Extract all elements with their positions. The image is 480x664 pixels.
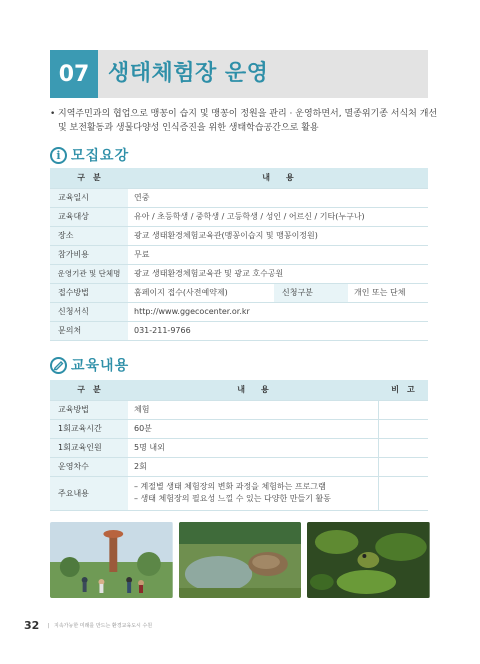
table-row [50,419,428,438]
row-note [378,400,428,419]
info-icon: i [50,147,67,164]
table-header-row [50,380,428,400]
table-row [50,283,428,302]
bullet: • [50,109,56,119]
page-number: 32 [24,619,40,632]
table-row [50,438,428,457]
photo-strip [50,522,430,598]
photo-wetland [179,522,302,598]
row-key: 문의처 [50,321,128,340]
header-key: 구 분 [50,380,128,400]
page-title: 생태체험장 운영 [108,61,269,86]
row-value [128,476,378,510]
row-value: 연중 [128,188,428,207]
row-note [378,457,428,476]
row-key: 주요내용 [50,476,128,510]
row-key: 신청서식 [50,302,128,321]
header-note: 비 고 [378,380,428,400]
table-row [50,302,428,321]
row-value-link: http://www.ggecocenter.or.kr [128,302,428,321]
section-number: 07 [50,50,98,98]
row-key: 1회교육인원 [50,438,128,457]
row-value: 광교 생태환경체험교육관 및 광교 호수공원 [128,264,428,283]
row-key: 교육방법 [50,400,128,419]
row-note [378,419,428,438]
row-value: 광교 생태환경체험교육관(맹꽁이습지 및 맹꽁이정원) [128,226,428,245]
row-key: 1회교육시간 [50,419,128,438]
table-row [50,226,428,245]
edu-heading [50,355,129,375]
row-key: 접수방법 [50,283,128,302]
row-key: 운영기관 및 단체명 [50,264,128,283]
footer-text: | 지속가능한 미래를 만드는 환경교육도시 수원 [47,623,153,629]
photo-outdoor-activity [50,522,173,598]
recruit-heading-label: 모집요강 [71,148,130,164]
row-value: 60분 [128,419,378,438]
edu-heading-label: 교육내용 [71,358,130,374]
row-value: 홈페이지 접수(사전예약제) [128,283,274,302]
header-value: 내 용 [128,380,378,400]
table-row [50,264,428,283]
recruit-table [50,168,428,341]
header-key: 구 분 [50,168,128,188]
pencil-check-icon [50,357,67,374]
edu-table [50,380,428,511]
row-value: 031-211-9766 [128,321,428,340]
header-value: 내 용 [128,168,428,188]
table-header-row [50,168,428,188]
row-value: 5명 내외 [128,438,378,457]
photo-frog [307,522,430,598]
table-row [50,207,428,226]
apply-type-label: 신청구분 [274,283,348,302]
row-key: 참가비용 [50,245,128,264]
table-row [50,321,428,340]
table-row [50,400,428,419]
apply-type-value: 개인 또는 단체 [348,283,428,302]
recruit-heading [50,145,129,165]
content-line: – 계절별 생태 체험장의 변화 과정을 체험하는 프로그램 [134,482,326,491]
table-row [50,476,428,510]
row-note [378,438,428,457]
intro-text: 지역주민과의 협업으로 맹꽁이 습지 및 맹꽁이 정원을 관리 · 운영하면서, 멸종위기종 서식처 개선 및 보전활동과 생물다양성 인식증진을 위한 생태학습공간으로 활용 [58,109,438,133]
row-value: 무료 [128,245,428,264]
row-value: 2회 [128,457,378,476]
row-value: 체험 [128,400,378,419]
content-line: – 생태 체험장의 필요성 느낄 수 있는 다양한 만들기 활동 [134,494,331,503]
table-row [50,457,428,476]
table-row [50,188,428,207]
table-row [50,245,428,264]
row-note [378,476,428,510]
row-key: 교육일시 [50,188,128,207]
row-value: 유아 / 초등학생 / 중학생 / 고등학생 / 성인 / 어르신 / 기타(누구나) [128,207,428,226]
row-key: 교육대상 [50,207,128,226]
page-footer [24,619,152,632]
row-key: 운영차수 [50,457,128,476]
intro-paragraph [50,107,438,135]
row-key: 장소 [50,226,128,245]
